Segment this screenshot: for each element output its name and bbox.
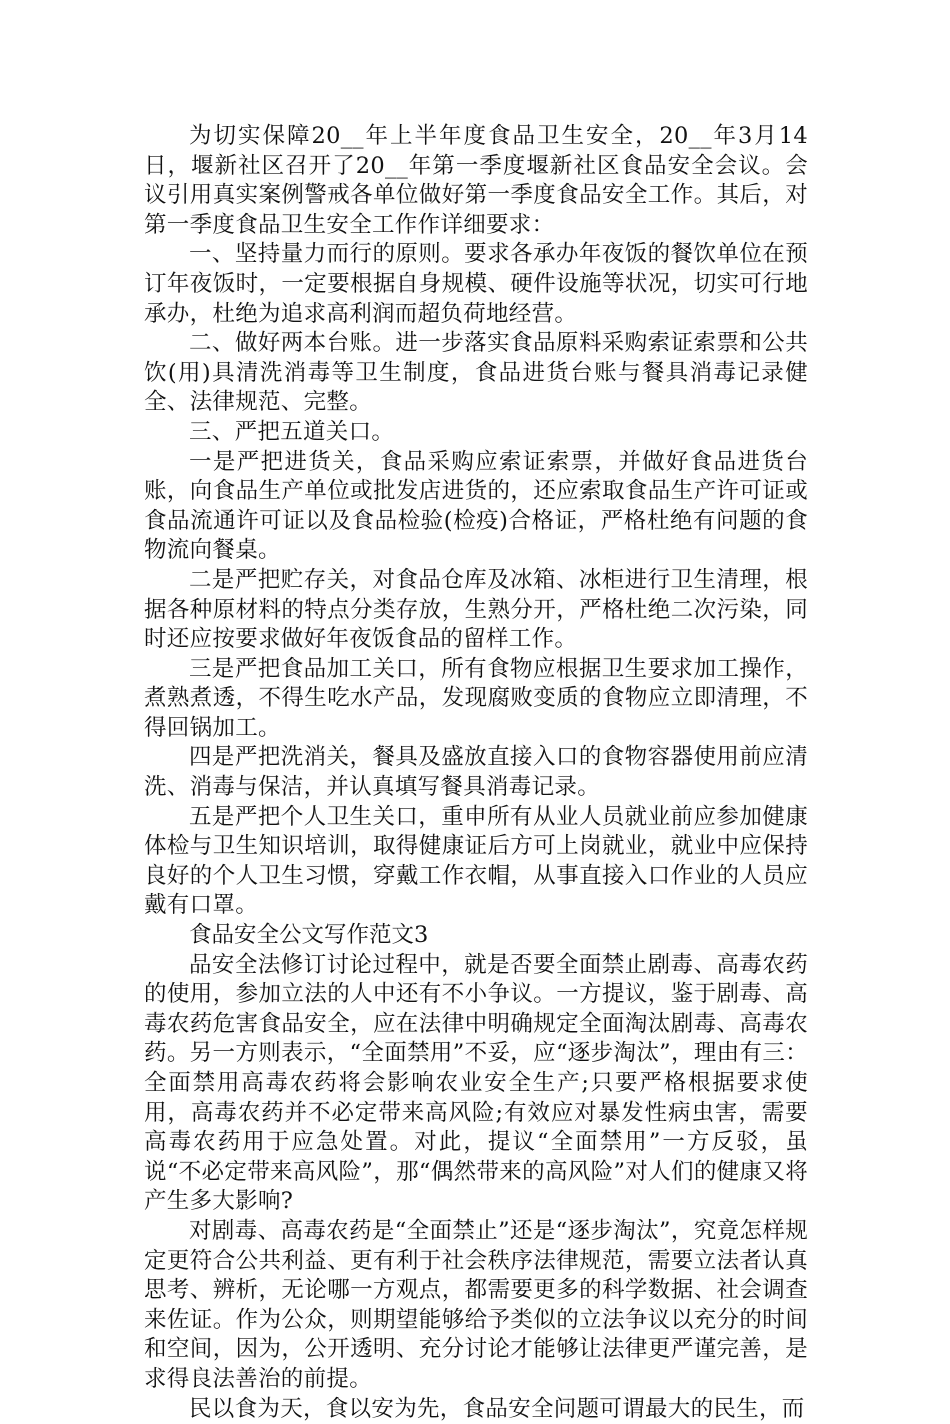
paragraph-pesticide-debate: 品安全法修订讨论过程中，就是否要全面禁止剧毒、高毒农药的使用，参加立法的人中还有不小争议。一方提议，鉴于剧毒、高毒农药危害食品安全，应在法律中明确规定全面淘汰剧毒、高毒农药。另一方则表示，“全面禁用”不妥，应“逐步淘汰”，理由有三：全面禁用高毒农药将会影响农业安全生产;只要严格根据要求使用，高毒农药并不必定带来高风险;有效应对暴发性病虫害，需要高毒农药用于应急处置。对此，提议“全面禁用”一方反驳，虽说“不必定带来高风险”，那“偶然带来的高风险”对人们的健康又将产生多大影响? [144,951,808,1215]
paragraph-principle-2: 二、做好两本台账。进一步落实食品原料采购索证索票和公共饮(用)具清洗消毒等卫生制度，食品进货台账与餐具消毒记录健全、法律规范、完整。 [144,330,808,416]
document-body [144,122,808,1424]
paragraph-principle-3: 三、严把五道关口。 [189,418,395,445]
paragraph-checkpoint-2: 二是严把贮存关，对食品仓库及冰箱、冰柜进行卫生清理，根据各种原材料的特点分类存放，生熟分开，严格杜绝二次污染，同时还应按要求做好年夜饭食品的留样工作。 [144,566,808,653]
paragraph-legislation: 对剧毒、高毒农药是“全面禁止”还是“逐步淘汰”，究竟怎样规定更符合公共利益、更有利于社会秩序法律规范，需要立法者认真思考、辨析，无论哪一方观点，都需要更多的科学数据、社会调查来佐证。作为公众，则期望能够给予类似的立法争议以充分的时间和空间，因为，公开透明、充分讨论才能够让法律更严谨完善，是求得良法善治的前提。 [144,1217,808,1392]
paragraph-checkpoint-3: 三是严把食品加工关口，所有食物应根据卫生要求加工操作，煮熟煮透，不得生吃水产品，发现腐败变质的食物应立即清理，不得回锅加工。 [144,655,808,741]
paragraph-livelihood: 民以食为天，食以安为先，食品安全问题可谓最大的民生，而 [189,1395,805,1422]
paragraph-checkpoint-4: 四是严把洗消关，餐具及盛放直接入口的食物容器使用前应清洗、消毒与保洁，并认真填写餐具消毒记录。 [144,744,808,801]
paragraph-checkpoint-1: 一是严把进货关，食品采购应索证索票，并做好食品进货台账，向食品生产单位或批发店进货的，还应索取食品生产许可证或食品流通许可证以及食品检验(检疫)合格证，严格杜绝有问题的食物流向餐桌。 [144,448,808,564]
paragraph-intro: 为切实保障20__年上半年度食品卫生安全，20__年3月14日，堰新社区召开了20__年第一季度堰新社区食品安全会议。会议引用真实案例警戒各单位做好第一季度食品安全工作。其后，对第一季度食品卫生安全工作作详细要求： [144,123,808,238]
paragraph-checkpoint-5: 五是严把个人卫生关口，重申所有从业人员就业前应参加健康体检与卫生知识培训，取得健康证后方可上岗就业，就业中应保持良好的个人卫生习惯，穿戴工作衣帽，从事直接入口作业的人员应戴有口罩。 [144,803,808,919]
paragraph-principle-1: 一、坚持量力而行的原则。要求各承办年夜饭的餐饮单位在预订年夜饭时，一定要根据自身规模、硬件设施等状况，切实可行地承办，杜绝为追求高利润而超负荷地经营。 [144,241,808,327]
section-title: 食品安全公文写作范文3 [189,922,429,949]
